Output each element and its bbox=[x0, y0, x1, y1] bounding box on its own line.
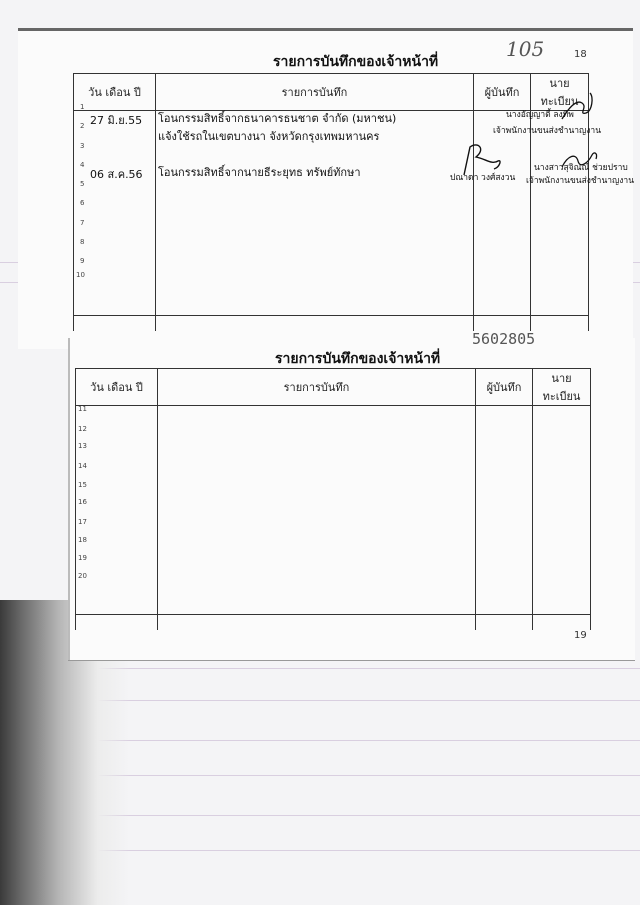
handwritten-number: 105 bbox=[506, 37, 545, 61]
bottom-page bbox=[68, 330, 635, 660]
row-number: 4 bbox=[80, 161, 85, 169]
row-number: 20 bbox=[78, 572, 87, 580]
registrar-title: เจ้าพนักงานขนส่งชำนาญงาน bbox=[493, 126, 602, 136]
row-number: 15 bbox=[78, 481, 87, 489]
column-header-recorder: ผู้บันทึก bbox=[476, 369, 533, 406]
registrar-signature bbox=[558, 89, 598, 125]
entry-line: โอนกรรมสิทธิ์จากนายธีระยุทธ ทรัพย์ทักษา bbox=[158, 166, 361, 179]
column-header-date: วัน เดือน ปี bbox=[76, 369, 158, 406]
column-header-registrar: นายทะเบียน bbox=[531, 74, 589, 111]
column-header-entry: รายการบันทึก bbox=[156, 74, 474, 111]
stamp-number: 5602805 bbox=[472, 330, 536, 348]
column-header-date: วัน เดือน ปี bbox=[74, 74, 156, 111]
entry-line: โอนกรรมสิทธิ์จากธนาคารธนชาต จำกัด (มหาชน) bbox=[158, 112, 397, 125]
bottom-page-title: รายการบันทึกของเจ้าหน้าที่ bbox=[275, 351, 441, 367]
column-header-registrar: นายทะเบียน bbox=[533, 369, 591, 406]
row-number: 7 bbox=[80, 219, 85, 227]
entry-date: 06 ส.ค.56 bbox=[90, 168, 143, 181]
table-bottom-line bbox=[73, 315, 588, 316]
column-header-recorder: ผู้บันทึก bbox=[474, 74, 531, 111]
row-number: 6 bbox=[80, 199, 85, 207]
row-number: 3 bbox=[80, 142, 85, 150]
top-page-number: 18 bbox=[574, 49, 587, 60]
top-page-title: รายการบันทึกของเจ้าหน้าที่ bbox=[273, 54, 439, 70]
row-number: 19 bbox=[78, 554, 87, 562]
row-number: 9 bbox=[80, 257, 85, 265]
bottom-page-number: 19 bbox=[574, 630, 587, 641]
registrar-title: เจ้าพนักงานขนส่งชำนาญงาน bbox=[526, 176, 635, 186]
registrar-signature bbox=[560, 149, 600, 173]
top-page bbox=[18, 28, 633, 349]
row-number: 14 bbox=[78, 462, 87, 470]
row-number: 11 bbox=[78, 405, 87, 413]
row-number: 13 bbox=[78, 442, 87, 450]
row-number: 2 bbox=[80, 122, 85, 130]
registrar-name: นางอัญญาตี้ ลงทิพ bbox=[506, 110, 574, 120]
row-number: 1 bbox=[80, 103, 85, 111]
registrar-name: นางสาวสุจิณณ์ ช่วยปราบ bbox=[534, 163, 628, 173]
row-number: 16 bbox=[78, 498, 87, 506]
entry-date: 27 มิ.ย.55 bbox=[90, 114, 143, 127]
column-header-entry: รายการบันทึก bbox=[158, 369, 476, 406]
entry-line: แจ้งใช้รถในเขตบางนา จังหวัดกรุงเทพมหานคร bbox=[158, 130, 380, 143]
recorder-name: ปณาดา วงศ์สงวน bbox=[450, 173, 516, 183]
row-number: 5 bbox=[80, 180, 85, 188]
row-number: 12 bbox=[78, 425, 87, 433]
row-number: 18 bbox=[78, 536, 87, 544]
table-bottom-line bbox=[75, 614, 590, 615]
row-number: 8 bbox=[80, 238, 85, 246]
row-number: 10 bbox=[76, 271, 85, 279]
bottom-ledger-table bbox=[75, 368, 591, 630]
row-number: 17 bbox=[78, 518, 87, 526]
